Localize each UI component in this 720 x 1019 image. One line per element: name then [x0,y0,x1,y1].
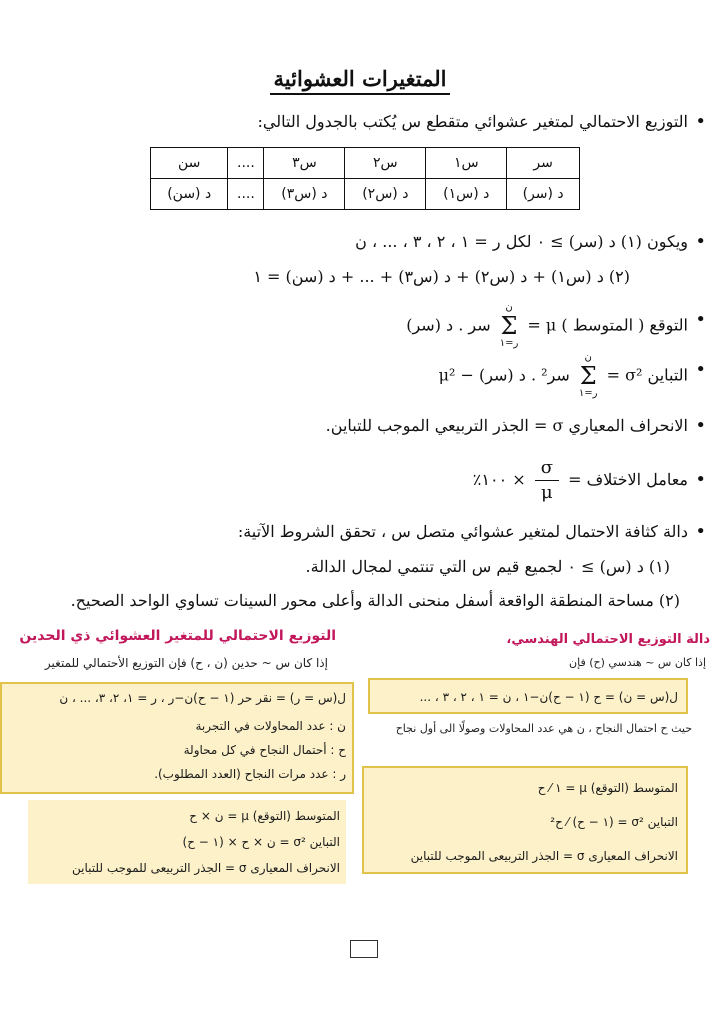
table-cell: سن [151,148,228,179]
binomial-r-def: ر : عدد مرات النجاح (العدد المطلوب). [154,767,346,781]
page-title: المتغيرات العشوائية [0,66,720,91]
binomial-stats-box [28,800,346,884]
variance-rhs: سر² . د (سر) − μ² [438,365,570,385]
sum-symbol: ن Σ ر=١ [578,352,598,399]
sum-symbol: ن Σ ر=١ [499,302,519,349]
table-cell: .... [228,179,264,210]
table-cell: د (سن) [151,179,228,210]
table-cell: س١ [426,148,507,179]
geometric-mean: المتوسط (التوقع) μ = ١ ⁄ ح [537,781,678,795]
expectation-formula [406,302,688,350]
geometric-subtitle: إذا كان س ~ هندسي (ح) فإن [569,656,706,669]
geometric-variance: التباين σ² = (١ − ح) ⁄ ح² [550,815,678,829]
mu-equals: μ = [527,315,557,335]
cv-tail: × ١٠٠٪ [472,470,526,489]
binomial-box [0,682,354,794]
table-cell: د (سر) [507,179,580,210]
density-condition-1: (١) د (س) ≥ ٠ لجميع قيم س التي تنتمي لمجال الدالة. [305,557,670,576]
expectation-label: التوقع ( المتوسط ) [561,315,688,335]
table-cell: د (س٢) [345,179,426,210]
binomial-n-def: ن : عدد المحاولات في التجربة [195,719,346,733]
intro-text: • التوزيع الاحتمالي لمتغير عشوائي متقطع س يُكتب بالجدول التالي: [258,110,688,134]
binomial-p-def: ح : أحتمال النجاح في كل محاولة [183,743,346,757]
binomial-stddev: الانحراف المعيارى σ = الجذر التربيعى للموجب للتباين [72,861,340,875]
binomial-variance: التباين σ² = ن × ح × (١ − ح) [182,835,340,849]
geometric-stats-box [362,766,688,874]
cv-label: معامل الاختلاف = [568,470,688,489]
cv-formula [473,456,688,505]
geometric-formula-box [368,678,688,714]
table-cell: .... [228,148,264,179]
geometric-heading: دالة التوزيع الاحتمالي الهندسي، [506,632,710,647]
table-cell: سر [507,148,580,179]
page-number-box [350,940,378,958]
table-row [151,148,580,179]
geometric-stddev: الانحراف المعيارى σ = الجذر التربيعى الموجب للتباين [410,849,678,863]
condition-2: (٢) د (س١) + د (س٢) + د (س٣) + ... + د (سن) = ١ [253,267,630,286]
table-cell: د (س١) [426,179,507,210]
variance-label: التباين σ² = [606,365,688,385]
table-cell: د (س٣) [264,179,345,210]
density-condition-2: (٢) مساحة المنطقة الواقعة أسفل منحنى الدالة وأعلى محور السينات تساوي الواحد الصحيح. [70,591,680,610]
distribution-table [150,147,580,210]
binomial-mean: المتوسط (التوقع) μ = ن × ح [189,809,340,823]
binomial-subtitle: إذا كان س ~ حدين (ن ، ح) فإن التوزيع الأحتمالي للمتغير [44,656,328,670]
cv-fraction: $\frac{\sigma}{\mu}$ [535,456,559,505]
stddev-text: • الانحراف المعياري σ = الجذر التربيعي الموجب للتباين. [326,414,688,438]
expectation-rhs: سر . د (سر) [406,315,491,335]
condition-1: • ويكون (١) د (سر) ≥ ٠ لكل ر = ١ ، ٢ ، ٣ ، ... ، ن [355,230,688,254]
table-cell: س٣ [264,148,345,179]
table-row [151,179,580,210]
density-intro: • دالة كثافة الاحتمال لمتغير عشوائي متصل س ، تحقق الشروط الآتية: [238,520,688,544]
table-cell: س٢ [345,148,426,179]
binomial-heading: التوزيع الاحتمالي للمتغير العشوائي ذي الحدين [19,628,336,644]
geometric-formula: ل(س = ن) = ح (١ − ح)ن−١ ، ن = ١ ، ٢ ، ٣ ، ... [419,690,678,704]
variance-formula [439,352,688,400]
geometric-note: حيث ح احتمال النجاح ، ن هي عدد المحاولات وصولًا الى أول نجاح [395,722,692,735]
binomial-formula: ل(س = ر) = نقر حر (١ − ح)ن−ر ، ر = ١، ٢، ٣، ... ، ن [59,691,346,705]
